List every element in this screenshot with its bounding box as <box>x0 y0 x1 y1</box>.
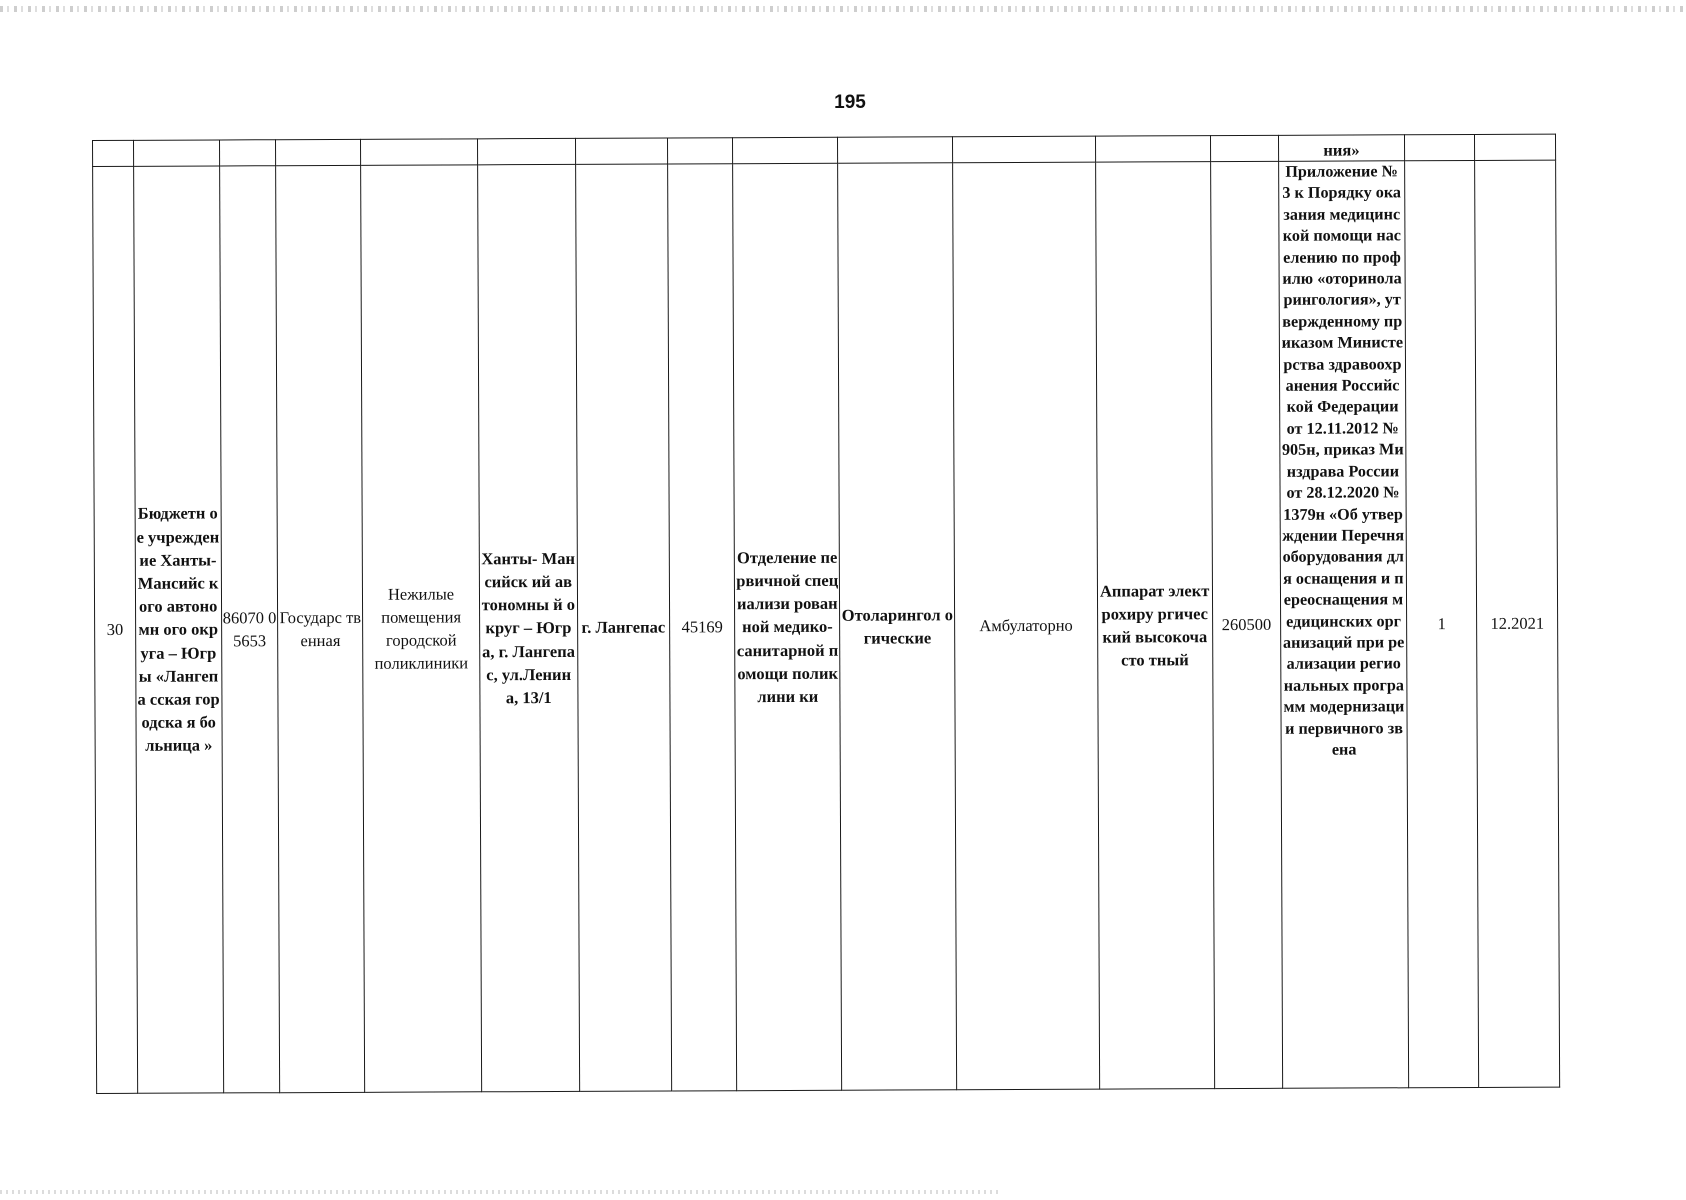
scan-edge-bottom <box>0 1190 1000 1194</box>
cell-empty <box>133 140 219 166</box>
cell-empty <box>575 138 667 164</box>
cell-empty <box>93 140 134 166</box>
cell-ownership: Государс твенная <box>276 165 365 1092</box>
page-number: 195 <box>834 92 866 113</box>
cell-empty <box>1210 135 1279 161</box>
cell-department: Отделение первичной специализи рованной медико- санитарной помощи поликлини ки <box>733 163 842 1090</box>
cell-empty <box>953 136 1096 163</box>
equipment-register-table <box>92 134 1560 1094</box>
cell-row-number: 30 <box>93 166 138 1093</box>
cell-inn: 86070 05653 <box>219 166 280 1093</box>
cell-empty <box>667 138 733 164</box>
cell-empty <box>276 139 361 165</box>
cell-address: Ханты- Мансийск ий автономны й округ – Югра, г. Лангепас, ул.Ленина, 13/1 <box>478 164 580 1091</box>
cell-profile: Отоларингол огические <box>838 163 957 1090</box>
cell-equipment-code: 260500 <box>1210 161 1283 1088</box>
cell-empty <box>478 138 576 164</box>
cell-code: 45169 <box>667 164 736 1091</box>
cell-premises: Нежилые помещения городской поликлиники <box>361 165 482 1093</box>
cell-organization: Бюджетн ое учрежден ие Ханты- Мансийс кого автономн ого округа – Югры «Лангепа сская городска я больница » <box>133 166 223 1093</box>
cell-empty <box>1475 134 1556 160</box>
cell-date: 12.2021 <box>1475 160 1560 1087</box>
table-row <box>93 160 1560 1093</box>
cell-legal-basis: Приложение № 3 к Порядку оказания медицинской помощи населению по профилю «оториноларингология», утвержденному приказом Министерства здравоохранения Российской Федерации от 12.11.2012 № 905н, приказ Минздрава России от 28.12.2020 № 1379н «Об утверждении Перечня оборудования для оснащения и переоснащения медицинских организаций при реализации региональных программ модернизации первичного звена <box>1279 161 1409 1089</box>
cell-care-type: Амбулаторно <box>953 162 1100 1090</box>
cell-empty <box>838 137 953 164</box>
cell-legal-basis-continuation: ния» <box>1279 135 1405 162</box>
cell-empty <box>1095 136 1210 163</box>
cell-equipment: Аппарат электрохиру ргический высокочасто тный <box>1095 162 1214 1089</box>
cell-empty <box>733 137 838 163</box>
cell-empty <box>361 139 478 166</box>
cell-empty <box>1404 134 1475 160</box>
cell-empty <box>219 140 276 166</box>
cell-city: г. Лангепас <box>575 164 671 1091</box>
cell-quantity: 1 <box>1404 160 1479 1087</box>
scan-edge-top <box>0 6 1686 12</box>
